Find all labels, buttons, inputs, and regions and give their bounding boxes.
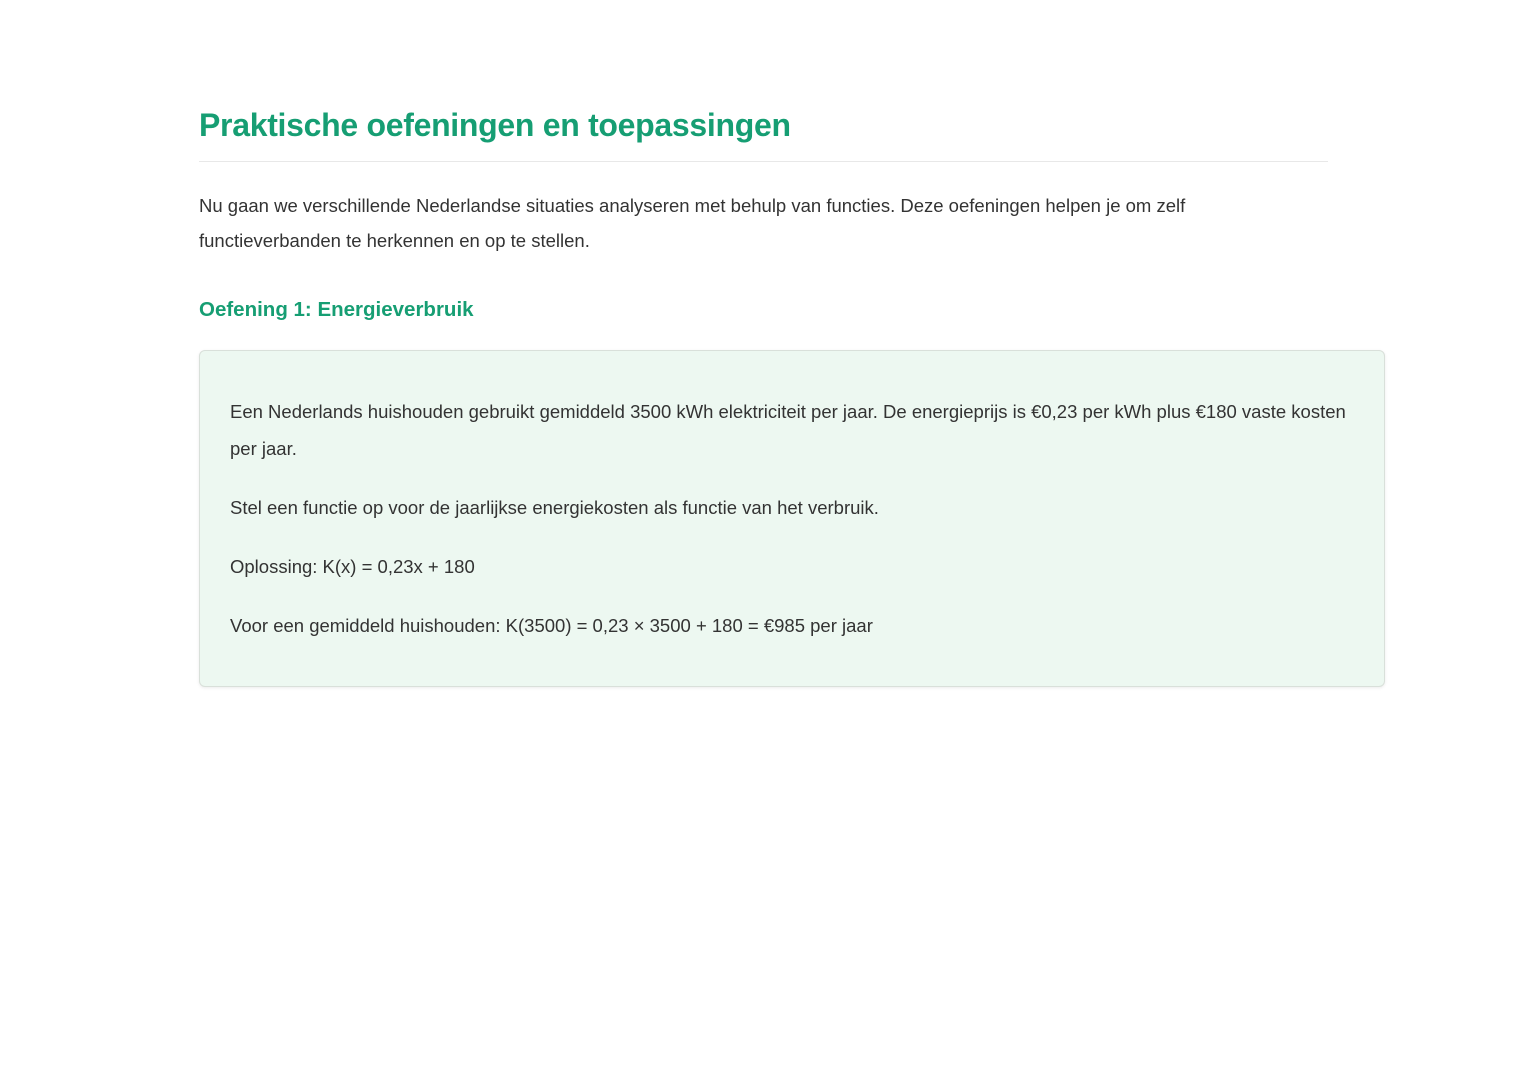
callout-paragraph-problem: Een Nederlands huishouden gebruikt gemiddeld 3500 kWh elektriciteit per jaar. De energieprijs is €0,23 per kWh plus €180 vaste kosten per jaar. xyxy=(230,401,1346,459)
callout-paragraph-example: Voor een gemiddeld huishouden: K(3500) = 0,23 × 3500 + 180 = €985 per jaar xyxy=(230,615,873,636)
exercise-callout xyxy=(199,350,1385,687)
callout-paragraph-solution: Oplossing: K(x) = 0,23x + 180 xyxy=(230,556,475,577)
title-divider xyxy=(199,161,1328,162)
page-title: Praktische oefeningen en toepassingen xyxy=(199,107,791,143)
intro-paragraph: Nu gaan we verschillende Nederlandse situaties analyseren met behulp van functies. Deze oefeningen helpen je om zelf functieverbanden te herkennen en op te stellen. xyxy=(199,195,1186,251)
callout-paragraph-task: Stel een functie op voor de jaarlijkse energiekosten als functie van het verbruik. xyxy=(230,497,879,518)
content-column xyxy=(199,105,1385,687)
exercise-heading: Oefening 1: Energieverbruik xyxy=(199,298,474,321)
